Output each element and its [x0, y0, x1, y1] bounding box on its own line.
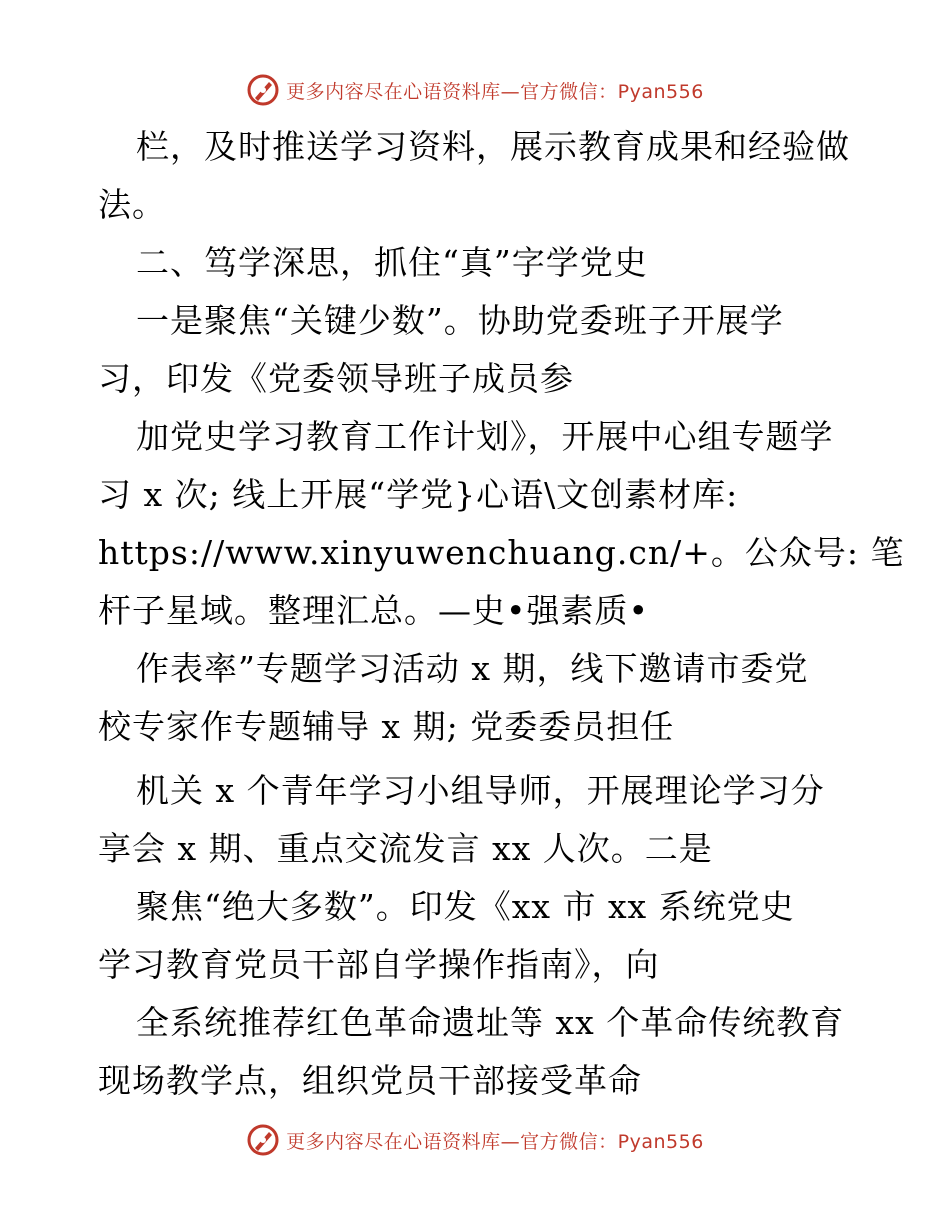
paragraph-line-1: 栏，及时推送学习资料，展示教育成果和经验做 [136, 127, 850, 166]
paragraph-line-2: 法。 [98, 185, 166, 224]
section-heading: 二、笃学深思，抓住“真”字学党史 [136, 243, 648, 282]
paragraph-line-8: https://www.xinyuwenchuang.cn/+。公众号: 笔 [98, 533, 905, 572]
paragraph-line-7: 习 x 次; 线上开展“学党}心语\文创素材库: [98, 475, 739, 514]
paragraph-line-6: 加党史学习教育工作计划》，开展中心组专题学 [136, 417, 834, 456]
footer-watermark-text: 更多内容尽在心语资料库—官方微信：Pyan556 [286, 1130, 704, 1153]
footer-watermark [0, 1120, 950, 1160]
paragraph-line-17: 现场教学点，组织党员干部接受革命 [98, 1061, 642, 1100]
paragraph-line-13: 享会 x 期、重点交流发言 xx 人次。二是 [98, 829, 713, 868]
paragraph-line-12: 机关 x 个青年学习小组导师，开展理论学习分 [136, 771, 825, 810]
paragraph-line-15: 学习教育党员干部自学操作指南》，向 [98, 945, 660, 984]
paragraph-line-9: 杆子星域。整理汇总。—史•强素质• [98, 591, 649, 630]
paragraph-line-11: 校专家作专题辅导 x 期; 党委委员担任 [98, 707, 675, 746]
pen-logo-icon [246, 1123, 280, 1157]
paragraph-line-4: 一是聚焦“关键少数”。协助党委班子开展学 [136, 301, 784, 340]
footer-watermark-content [246, 1123, 704, 1157]
paragraph-line-5: 习，印发《党委领导班子成员参 [98, 359, 574, 398]
paragraph-line-14: 聚焦“绝大多数”。印发《xx 市 xx 系统党史 [136, 887, 795, 926]
header-watermark-text: 更多内容尽在心语资料库—官方微信：Pyan556 [286, 80, 704, 103]
paragraph-line-16: 全系统推荐红色革命遗址等 xx 个革命传统教育 [136, 1003, 845, 1042]
paragraph-line-10: 作表率”专题学习活动 x 期，线下邀请市委党 [136, 649, 809, 688]
